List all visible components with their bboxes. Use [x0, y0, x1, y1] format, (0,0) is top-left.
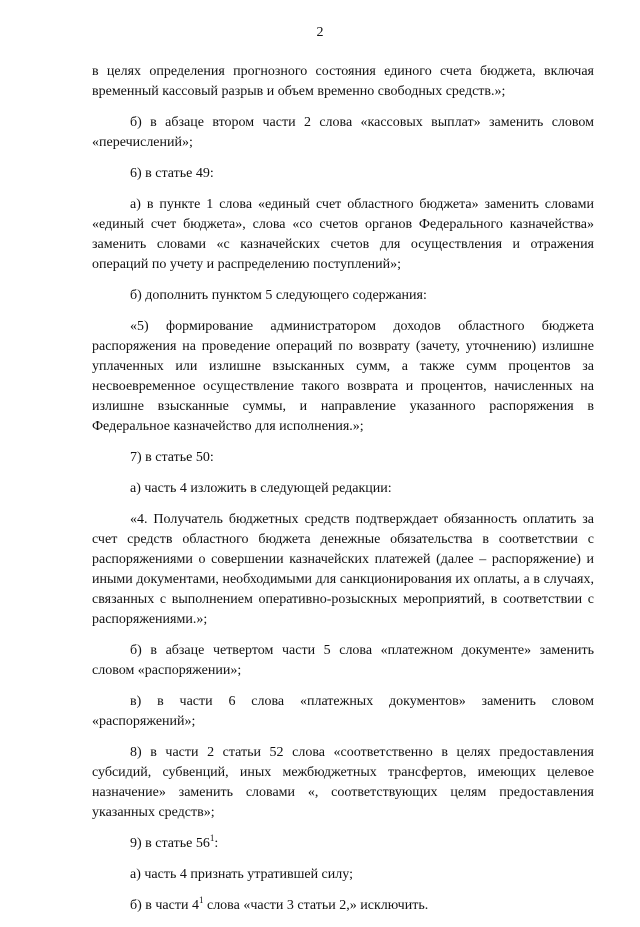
paragraph-b-kassovye-vyplaty: б) в абзаце втором части 2 слова «кассовых выплат» заменить словом «перечислений»; — [92, 115, 594, 150]
page-number: 2 — [316, 25, 324, 40]
paragraph-b-part-suffix: слова «части 3 статьи 2,» исключить. — [203, 898, 429, 913]
paragraph-quoted-punkt-5: «5) формирование администратором доходов областного бюджета распоряжения на проведение операций по возврату (зачету, уточнению) излишне уплаченных или излишне взысканных сумм, а также сумм процентов за несвоевременное осуществление такого возврата и процентов, начисленных на излишне взысканные суммы, и направление указанного распоряжения в Федеральное казначейство для исполнения.»; — [92, 319, 594, 434]
paragraph-7-article-50: 7) в статье 50: — [130, 450, 214, 465]
paragraph-continuation: в целях определения прогнозного состояния единого счета бюджета, включая временный кассовый разрыв и объем временно свободных средств.»; — [92, 64, 594, 99]
paragraph-8-article-52: 8) в части 2 статьи 52 слова «соответственно в целях предоставления субсидий, субвенций, иных межбюджетных трансфертов, имеющих целевое назначение» заменить словами «, соответствующих целям предоставления указанных средств»; — [92, 745, 594, 820]
superscript-1: 1 — [198, 895, 204, 905]
paragraph-b-part-4-1 — [92, 896, 594, 916]
paragraph-a-punkt-1: а) в пункте 1 слова «единый счет областного бюджета» заменить словами «единый счет бюджета», слова «со счетов органов Федерального казначейства» заменить словами «с казначейских счетов для осуществления и отражения операций по учету и распределению поступлений»; — [92, 197, 594, 272]
paragraph-b-part-text: б) в части 4 — [130, 898, 199, 913]
paragraph-a-part-4: а) часть 4 изложить в следующей редакции: — [130, 481, 392, 496]
paragraph-v-part-6: в) в части 6 слова «платежных документов» заменить словом «распоряжений»; — [92, 694, 594, 729]
paragraph-9-article-56-1 — [92, 834, 594, 854]
superscript-1: 1 — [209, 833, 215, 843]
paragraph-quoted-part-4: «4. Получатель бюджетных средств подтверждает обязанность оплатить за счет средств областного бюджета денежные обязательства в соответствии с распоряжениями о совершении казначейских платежей (далее – распоряжение) и иными документами, необходимыми для санкционирования их оплаты, а в случаях, связанных с выполнением оперативно-розыскных мероприятий, в соответствии с распоряжениями.»; — [92, 512, 594, 627]
paragraph-9-text: 9) в статье 56 — [130, 836, 210, 851]
paragraph-6-article-49: 6) в статье 49: — [130, 166, 214, 181]
paragraph-a-part-4-invalid: а) часть 4 признать утратившей силу; — [130, 867, 353, 882]
paragraph-b-add-punkt-5: б) дополнить пунктом 5 следующего содержания: — [130, 288, 427, 303]
paragraph-b-part-5: б) в абзаце четвертом части 5 слова «платежном документе» заменить словом «распоряжении»; — [92, 643, 594, 678]
document-body — [92, 62, 594, 927]
paragraph-9-suffix: : — [214, 836, 219, 851]
